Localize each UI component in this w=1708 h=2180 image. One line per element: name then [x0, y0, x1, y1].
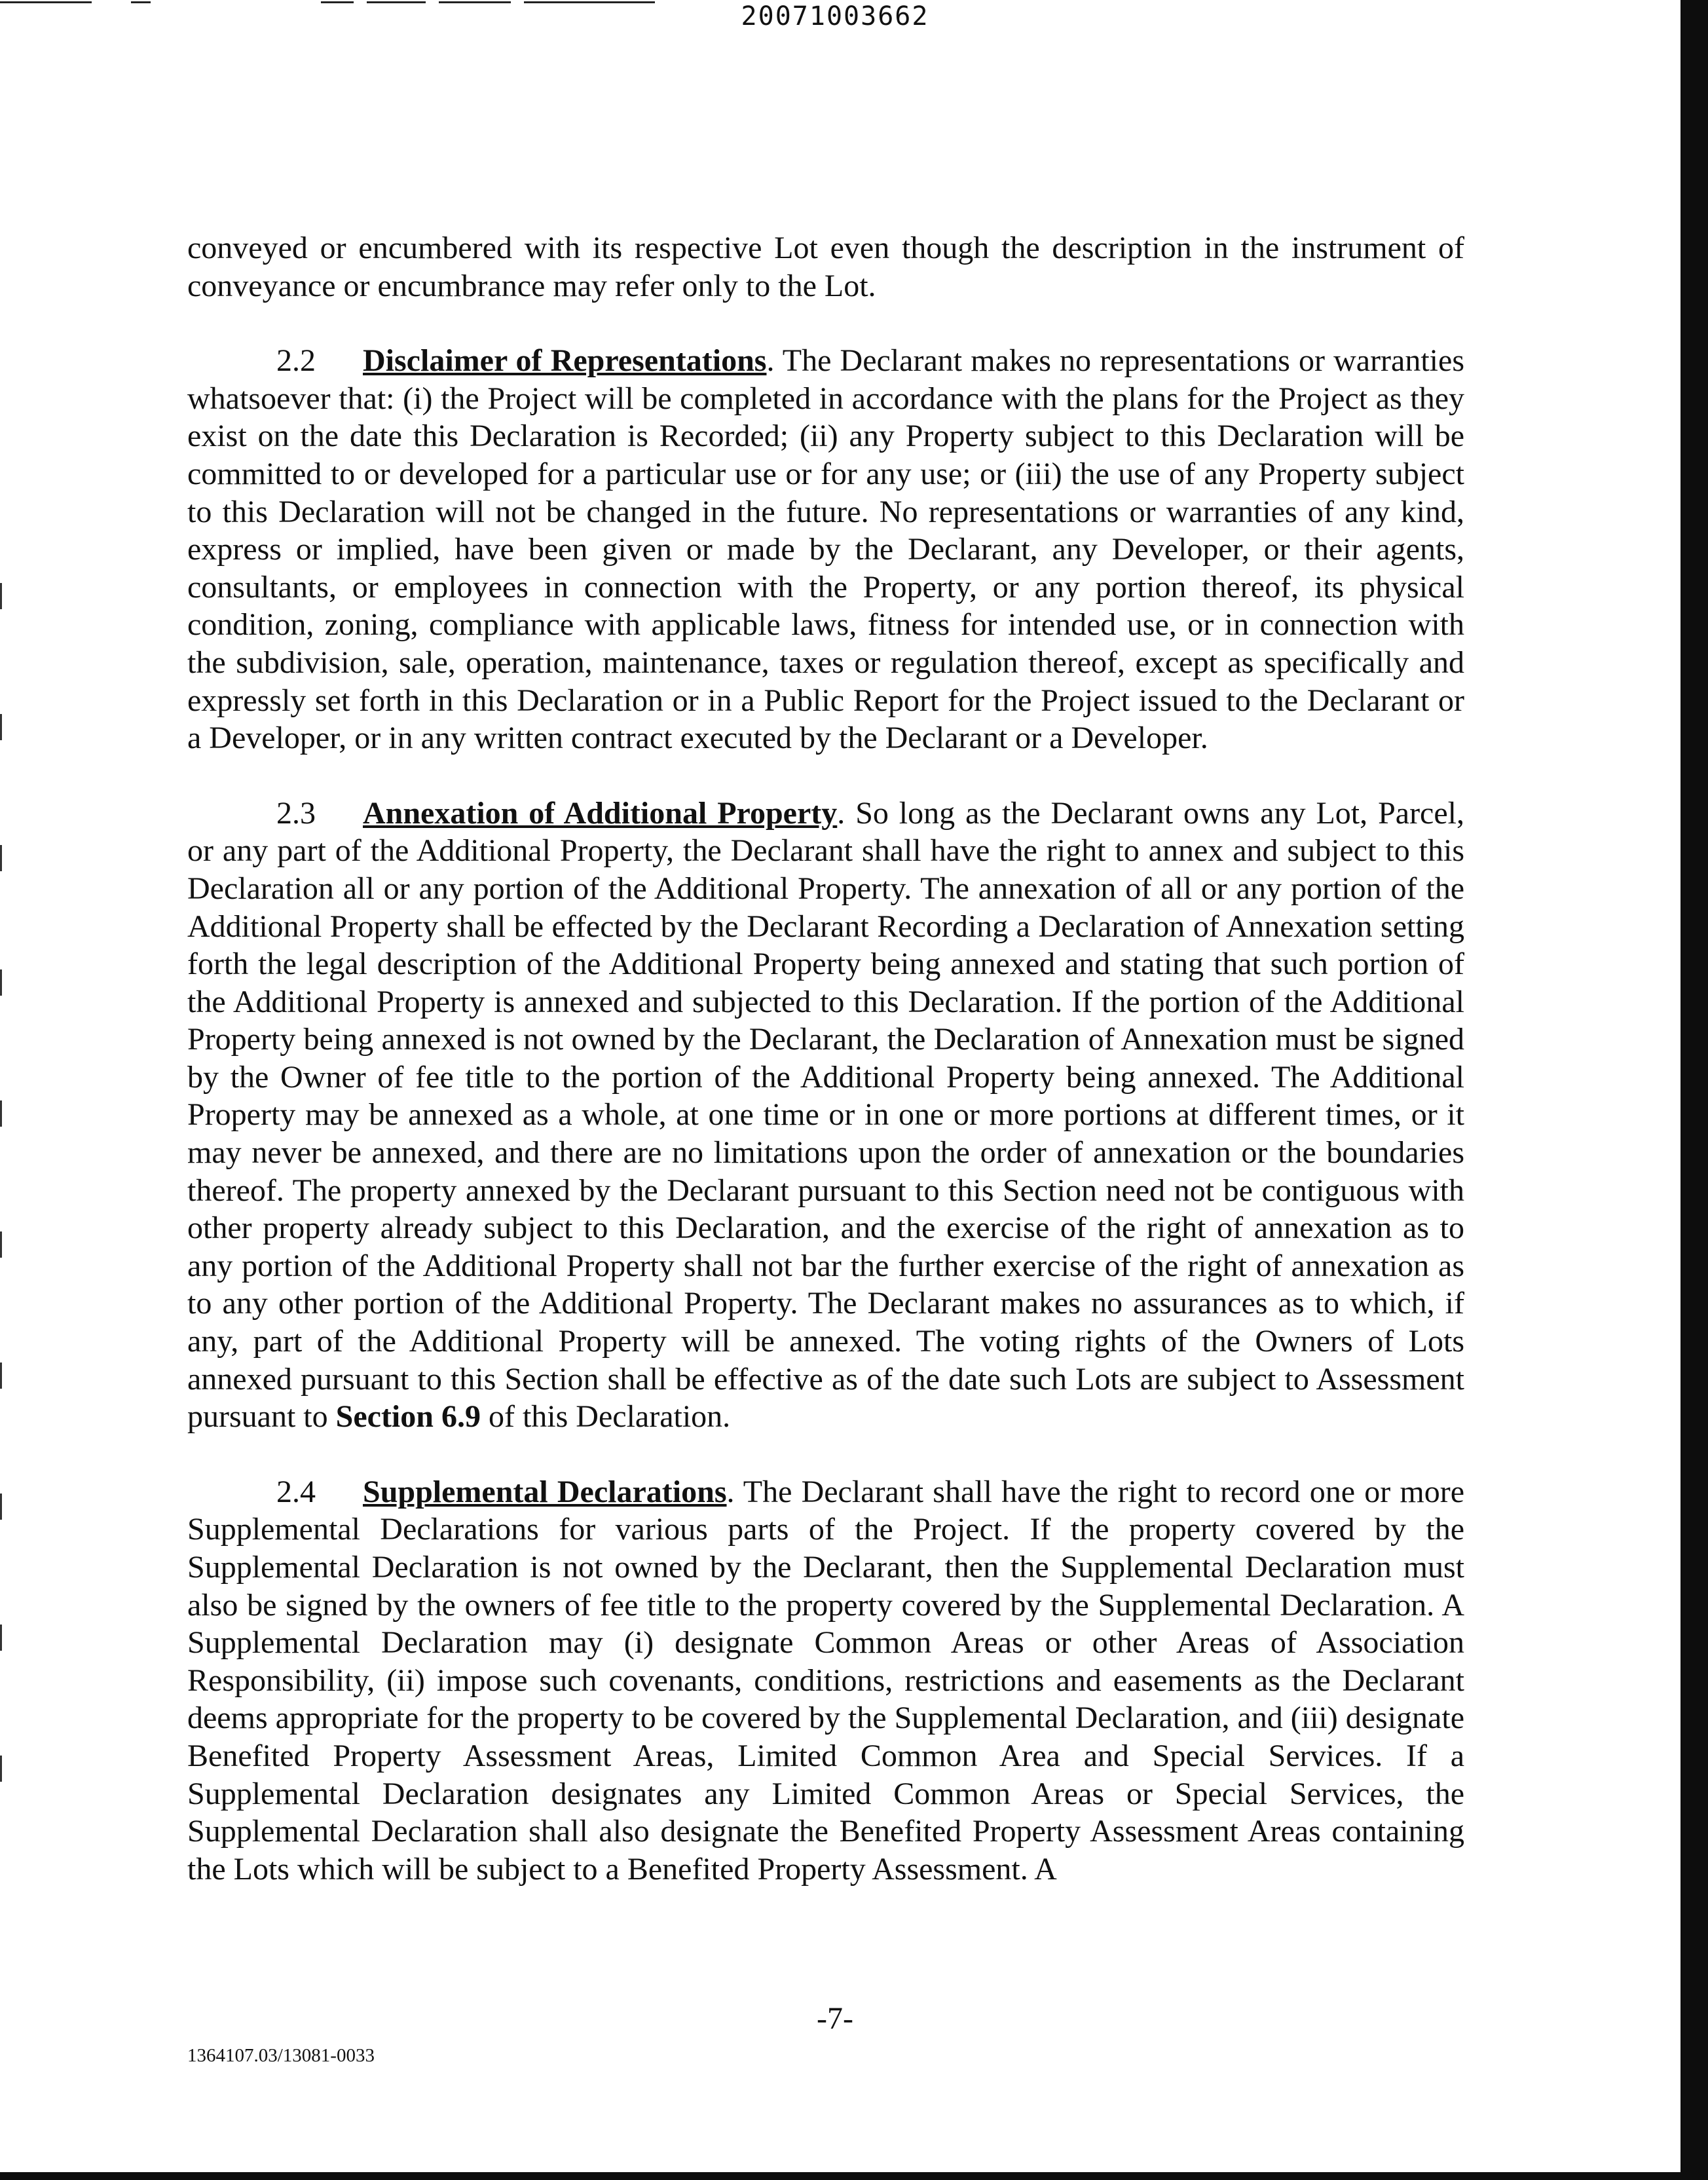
section-text: . The Declarant shall have the right to record one or more Supplemental Declarations for various parts of the Project. If the property covered by the Supplemental Declaration is not owned by the Declarant, then the Supplemental Declaration must also be signed by the owners of fee title to the property covered by the Supplemental Declaration. A Supplemental Declaration may (i) designate Common Areas or other Areas of Association Responsibility, (ii) impose such covenants, conditions, restrictions and easements as the Declarant deems appropriate for the property to be covered by the Supplemental Declaration, and (iii) designate Benefited Property Assessment Areas, Limited Common Area and Special Services. If a Supplemental Declaration designates any Limited Common Areas or Special Services, the Supplemental Declaration shall also designate the Benefited Property Assessment Areas containing the Lots which will be subject to a Benefited Property Assessment. A — [187, 1474, 1464, 1887]
margin-scan-mark — [0, 1494, 2, 1520]
margin-scan-mark — [0, 583, 2, 609]
section-2-4-paragraph — [187, 1473, 1464, 1889]
margin-scan-mark — [0, 1625, 2, 1651]
margin-scan-mark — [0, 1231, 2, 1258]
page-number: -7- — [817, 2001, 853, 2036]
margin-scan-mark — [0, 1756, 2, 1782]
section-reference: Section 6.9 — [335, 1399, 481, 1435]
scan-right-border — [1680, 0, 1708, 2180]
recording-number: 20071003662 — [741, 1, 929, 31]
section-text: . So long as the Declarant owns any Lot, Parcel, or any part of the Additional Property, the Declarant shall have the right to annex and subject to this Declaration all or any portion of the Additional Property. The annexation of all or any portion of the Additional Property shall be effected by the Declarant Recording a Declaration of Annexation setting forth the legal description of the Additional Property being annexed and stating that such portion of the Additional Property is annexed and subjected to this Declaration. If the portion of the Additional Property being annexed is not owned by the Declarant, the Declaration of Annexation must be signed by the Owner of fee title to the portion of the Additional Property being annexed. The Additional Property may be annexed as a whole, at one time or in one or more portions at different times, or it may never be annexed, and there are no limitations upon the order of annexation or the boundaries thereof. The property annexed by the Declarant pursuant to this Section need not be contiguous with other property already subject to this Declaration, and the exercise of the right of annexation as to any portion of the Additional Property shall not bar the further exercise of the right of annexation as to any other portion of the Additional Property. The Declarant makes no assurances as to which, if any, part of the Additional Property will be annexed. The voting rights of the Owners of Lots annexed pursuant to this Section shall be effective as of the date such Lots are subject to Assessment pursuant to — [187, 795, 1464, 1435]
document-body — [187, 229, 1464, 1925]
section-number: 2.2 — [276, 343, 316, 379]
margin-scan-mark — [0, 969, 2, 996]
section-number: 2.4 — [276, 1474, 316, 1509]
section-text-end: of this Declaration. — [480, 1399, 731, 1435]
margin-scan-mark — [0, 714, 2, 740]
scan-bottom-border — [0, 2172, 1708, 2180]
margin-scan-mark — [0, 1362, 2, 1389]
margin-scan-mark — [0, 845, 2, 871]
section-number: 2.3 — [276, 795, 316, 831]
margin-scan-mark — [0, 1100, 2, 1127]
section-2-3-paragraph — [187, 795, 1464, 1436]
section-text: . The Declarant makes no representations or warranties whatsoever that: (i) the Project will be completed in accordance with the plans for the Project as they exist on the date this Declaration is Recorded; (ii) any Property subject to this Declaration will be committed to or developed for a particular use or for any use; or (iii) the use of any Property subject to this Declaration will not be changed in the future. No representations or warranties of any kind, express or implied, have been given or made by the Declarant, any Developer, or their agents, consultants, or employees in connection with the Property, or any portion thereof, its physical condition, zoning, compliance with applicable laws, fitness for intended use, or in connection with the subdivision, sale, operation, maintenance, taxes or regulation thereof, except as specifically and expressly set forth in this Declaration or in a Public Report for the Project issued to the Declarant or a Developer, or in any written contract executed by the Declarant or a Developer. — [187, 343, 1464, 756]
section-title: Annexation of Additional Property — [363, 795, 838, 831]
section-2-2-paragraph — [187, 342, 1464, 757]
intro-paragraph: conveyed or encumbered with its respective Lot even though the description in the instrument of conveyance or encumbrance may refer only to the Lot. — [187, 231, 1464, 303]
section-title: Supplemental Declarations — [363, 1474, 727, 1509]
document-code: 1364107.03/13081-0033 — [187, 2045, 375, 2066]
section-title: Disclaimer of Representations — [363, 343, 767, 379]
